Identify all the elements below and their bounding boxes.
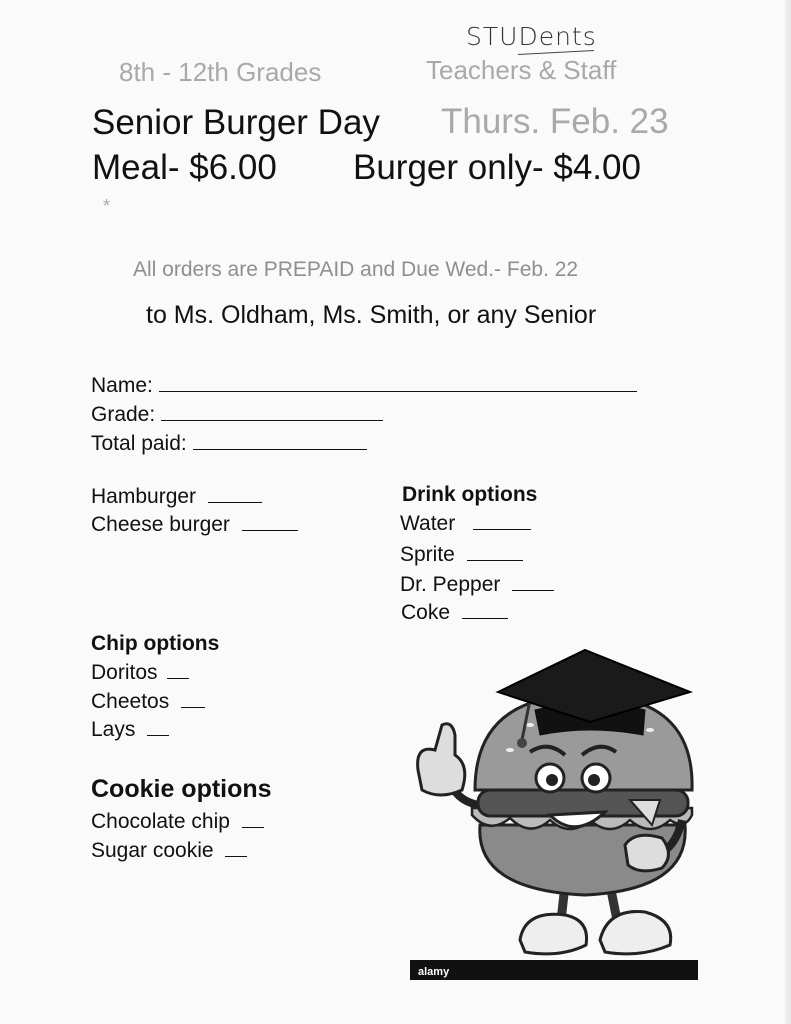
hamburger-label: Hamburger (91, 485, 197, 508)
total-paid-label: Total paid: (91, 432, 187, 455)
name-input-line[interactable] (159, 391, 637, 392)
drpepper-blank[interactable] (512, 590, 554, 591)
chip-option-doritos[interactable] (91, 661, 189, 685)
grade-field-row[interactable] (91, 403, 383, 427)
burger-option-cheeseburger[interactable] (91, 513, 298, 537)
cheeseburger-blank[interactable] (242, 530, 298, 531)
sprite-label: Sprite (400, 543, 455, 566)
coke-label: Coke (401, 601, 451, 624)
stock-photo-logo: alamy (418, 966, 450, 978)
meal-price: Meal- $6.00 (92, 148, 277, 187)
grade-label: Grade: (91, 403, 156, 426)
coke-blank[interactable] (462, 618, 508, 619)
water-label: Water (400, 512, 456, 535)
thumbs-up-hand-icon (418, 724, 465, 795)
drink-option-drpepper[interactable] (400, 573, 554, 597)
handwritten-students-note: STUDents (466, 22, 597, 51)
water-blank[interactable] (473, 529, 531, 530)
drink-option-coke[interactable] (401, 601, 508, 625)
grades-label: 8th - 12th Grades (119, 57, 322, 87)
total-paid-field-row[interactable] (91, 432, 367, 456)
lays-label: Lays (91, 718, 136, 741)
event-date: Thurs. Feb. 23 (441, 102, 669, 141)
name-label: Name: (91, 374, 153, 397)
event-title: Senior Burger Day (92, 103, 380, 142)
total-paid-input-line[interactable] (193, 449, 367, 450)
doritos-blank[interactable] (167, 678, 189, 679)
sugar-cookie-blank[interactable] (225, 856, 247, 857)
drink-options-heading: Drink options (402, 483, 538, 506)
mascot-shoe-right (600, 912, 671, 954)
burger-only-price: Burger only- $4.00 (353, 148, 641, 187)
grade-input-line[interactable] (161, 420, 383, 421)
sugar-cookie-label: Sugar cookie (91, 839, 214, 862)
doritos-label: Doritos (91, 661, 158, 684)
drink-option-sprite[interactable] (400, 543, 523, 567)
cheeseburger-label: Cheese burger (91, 513, 230, 536)
pay-to-notice: to Ms. Oldham, Ms. Smith, or any Senior (146, 301, 597, 329)
prepaid-notice: All orders are PREPAID and Due Wed.- Feb. 22 (133, 258, 579, 281)
hamburger-blank[interactable] (208, 502, 262, 503)
chocolate-chip-label: Chocolate chip (91, 810, 230, 833)
scan-edge (785, 0, 791, 1024)
chip-option-cheetos[interactable] (91, 690, 205, 714)
drink-option-water[interactable] (400, 512, 531, 536)
cheetos-label: Cheetos (91, 690, 170, 713)
burger-option-hamburger[interactable] (91, 485, 262, 509)
drpepper-label: Dr. Pepper (400, 573, 501, 596)
cheetos-blank[interactable] (181, 707, 205, 708)
chocolate-chip-blank[interactable] (242, 827, 264, 828)
sprite-blank[interactable] (467, 560, 523, 561)
cookie-option-chocolate-chip[interactable] (91, 810, 264, 834)
chip-option-lays[interactable] (91, 718, 169, 742)
staff-label: Teachers & Staff (426, 55, 617, 85)
cookie-option-sugar-cookie[interactable] (91, 839, 247, 863)
cookie-options-heading: Cookie options (91, 775, 272, 803)
stock-photo-bar (410, 960, 698, 980)
asterisk-mark: * (103, 196, 111, 216)
graduation-burger-mascot-image (400, 640, 710, 985)
name-field-row[interactable] (91, 374, 637, 398)
lays-blank[interactable] (147, 735, 169, 736)
mascot-shoe-left (520, 914, 587, 954)
mascot-hand-right (625, 835, 669, 871)
chip-options-heading: Chip options (91, 632, 220, 655)
